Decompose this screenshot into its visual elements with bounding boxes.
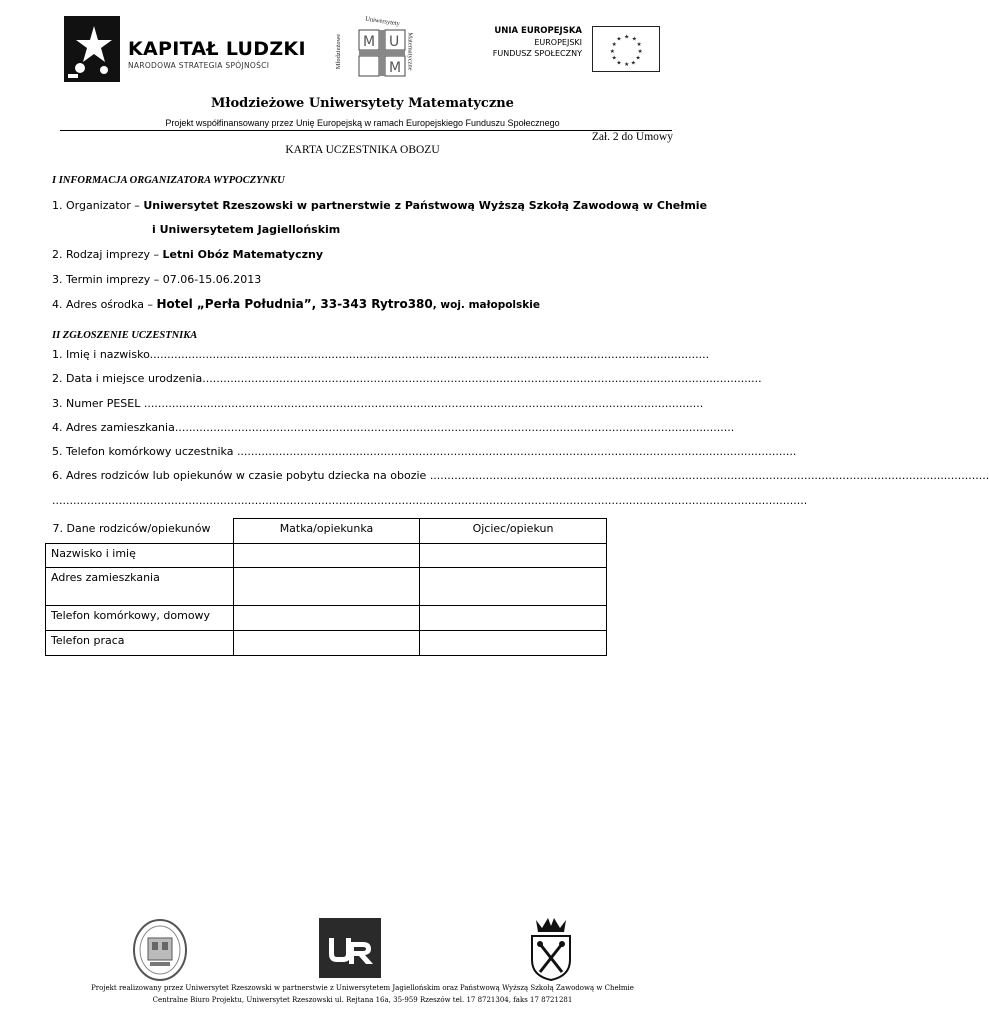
ur-logo-icon	[319, 918, 381, 978]
cofinancing-note: Projekt współfinansowany przez Unię Europejską w ramach Europejskiego Funduszu Społecznego	[165, 118, 560, 128]
uj-crest-icon	[528, 916, 574, 982]
parents-address-field-label: 6. Adres rodziców lub opiekunów w czasie pobytu dziecka na obozie	[52, 469, 430, 482]
table-row	[46, 606, 607, 631]
venue-address-value: Hotel „Perła Południa”, 33-343 Rytro380	[156, 297, 433, 311]
svg-text:★: ★	[636, 42, 642, 49]
organizer-label: 1. Organizator –	[52, 199, 144, 212]
organizer-value: Uniwersytet Rzeszowski w partnerstwie z Państwową Wyższą Szkołą Zawodową w Chełmie	[143, 199, 708, 212]
table-row	[46, 544, 607, 568]
mum-emblem-icon	[359, 30, 405, 76]
father-cell[interactable]	[420, 568, 607, 606]
table-row	[46, 568, 607, 606]
dot-leader: ................................................................................................................................................................	[202, 372, 762, 385]
table-header-cell: 7. Dane rodziców/opiekunów	[46, 519, 234, 544]
venue-address-region: , woj. małopolskie	[432, 299, 540, 311]
dot-leader: ........................................................................................................................................................................................................................	[52, 494, 808, 507]
eu-union-label: UNIA EUROPEJSKA	[494, 26, 582, 36]
svg-text:★: ★	[637, 48, 643, 55]
address-field[interactable]	[52, 421, 735, 434]
svg-text:U: U	[389, 34, 400, 50]
mum-left-caption: Młodzieżowe	[335, 33, 343, 70]
mother-cell[interactable]	[234, 631, 420, 656]
mum-logo	[335, 15, 417, 82]
svg-text:★: ★	[611, 55, 617, 62]
eu-fund-label-2: FUNDUSZ SPOŁECZNY	[492, 49, 582, 58]
svg-text:★: ★	[616, 36, 622, 43]
name-field[interactable]	[52, 348, 710, 361]
section-2-heading: II ZGŁOSZENIE UCZESTNIKA	[52, 330, 198, 341]
table-row	[46, 631, 607, 656]
svg-text:★: ★	[624, 34, 630, 41]
kapital-ludzki-star-icon	[64, 16, 120, 82]
kl-title: KAPITAŁ LUDZKI	[128, 38, 306, 60]
dot-leader: ................................................................................................................................................................	[143, 397, 704, 410]
dot-leader: ................................................................................................................................................................	[236, 445, 797, 458]
pesel-field[interactable]	[52, 397, 704, 410]
header-divider	[60, 130, 672, 131]
organizer-line-2	[152, 223, 340, 236]
event-type-line	[52, 248, 323, 261]
eu-logo	[480, 26, 660, 80]
dot-leader: ................................................................................................................................................................	[149, 348, 710, 361]
dot-leader: ................................................................................................................................................................	[429, 469, 989, 482]
eu-fund-label-1: EUROPEJSKI	[534, 38, 582, 47]
table-header-cell: Ojciec/opiekun	[420, 519, 607, 544]
mobile-field-label: 5. Telefon komórkowy uczestnika	[52, 445, 237, 458]
svg-text:★: ★	[635, 55, 641, 62]
svg-text:M: M	[363, 34, 376, 50]
address-field-label: 4. Adres zamieszkania	[52, 421, 175, 434]
eu-flag-icon	[592, 26, 660, 72]
row-label: Telefon praca	[46, 631, 234, 656]
annex-label: Zał. 2 do Umowy	[591, 131, 673, 143]
name-field-label: 1. Imię i nazwisko	[52, 348, 150, 361]
venue-address-label: 4. Adres ośrodka –	[52, 298, 157, 311]
row-label: Nazwisko i imię	[46, 544, 234, 568]
birth-field[interactable]	[52, 372, 762, 385]
father-cell[interactable]	[420, 606, 607, 631]
table-header-cell: Matka/opiekunka	[234, 519, 420, 544]
dot-leader: ................................................................................................................................................................	[174, 421, 735, 434]
mum-top-caption: Uniwersytety	[364, 15, 401, 28]
event-type-label: 2. Rodzaj imprezy –	[52, 248, 163, 261]
mother-cell[interactable]	[234, 568, 420, 606]
birth-field-label: 2. Data i miejsce urodzenia	[52, 372, 203, 385]
father-cell[interactable]	[420, 544, 607, 568]
organizer-line	[52, 199, 707, 212]
mother-cell[interactable]	[234, 544, 420, 568]
svg-text:★: ★	[631, 36, 637, 43]
parents-address-field[interactable]	[52, 469, 989, 482]
row-label: Telefon komórkowy, domowy	[46, 606, 234, 631]
svg-text:M: M	[389, 60, 402, 76]
table-header-row	[46, 519, 607, 544]
kl-subtitle: NARODOWA STRATEGIA SPÓJNOŚCI	[128, 61, 270, 70]
row-label: Adres zamieszkania	[46, 568, 234, 606]
svg-text:★: ★	[616, 60, 622, 67]
footer-contact-note: Centralne Biuro Projektu, Uniwersytet Rzeszowski ul. Rejtana 16a, 35-959 Rzeszów tel. 17 8721304, faks 17 8721281	[152, 996, 573, 1004]
svg-text:★: ★	[611, 42, 617, 49]
footer-project-note: Projekt realizowany przez Uniwersytet Rzeszowski w partnerstwie z Uniwersytetem Jagiellońskim oraz Państwową Wyższą Szkołą Zawodową w Chełmie	[91, 984, 634, 992]
event-type-value: Letni Obóz Matematyczny	[162, 248, 323, 261]
parents-table	[45, 518, 607, 656]
pesel-field-label: 3. Numer PESEL	[52, 397, 144, 410]
svg-text:★: ★	[624, 62, 630, 69]
parents-address-field-cont[interactable]	[52, 494, 808, 507]
mum-right-caption: Matematyczne	[406, 32, 414, 71]
pwsz-crest-icon	[132, 918, 188, 982]
venue-address-line	[52, 297, 540, 311]
mother-cell[interactable]	[234, 606, 420, 631]
svg-text:★: ★	[609, 48, 615, 55]
father-cell[interactable]	[420, 631, 607, 656]
svg-text:★: ★	[630, 60, 636, 67]
card-title: KARTA UCZESTNIKA OBOZU	[285, 144, 440, 156]
kapital-ludzki-logo	[64, 16, 306, 86]
event-date-line: 3. Termin imprezy – 07.06-15.06.2013	[52, 273, 262, 286]
mobile-field[interactable]	[52, 445, 797, 458]
organizer-value-2: i Uniwersytetem Jagiellońskim	[152, 223, 341, 236]
page-title: Młodzieżowe Uniwersytety Matematyczne	[211, 96, 514, 111]
section-1-heading: I INFORMACJA ORGANIZATORA WYPOCZYNKU	[52, 175, 285, 186]
